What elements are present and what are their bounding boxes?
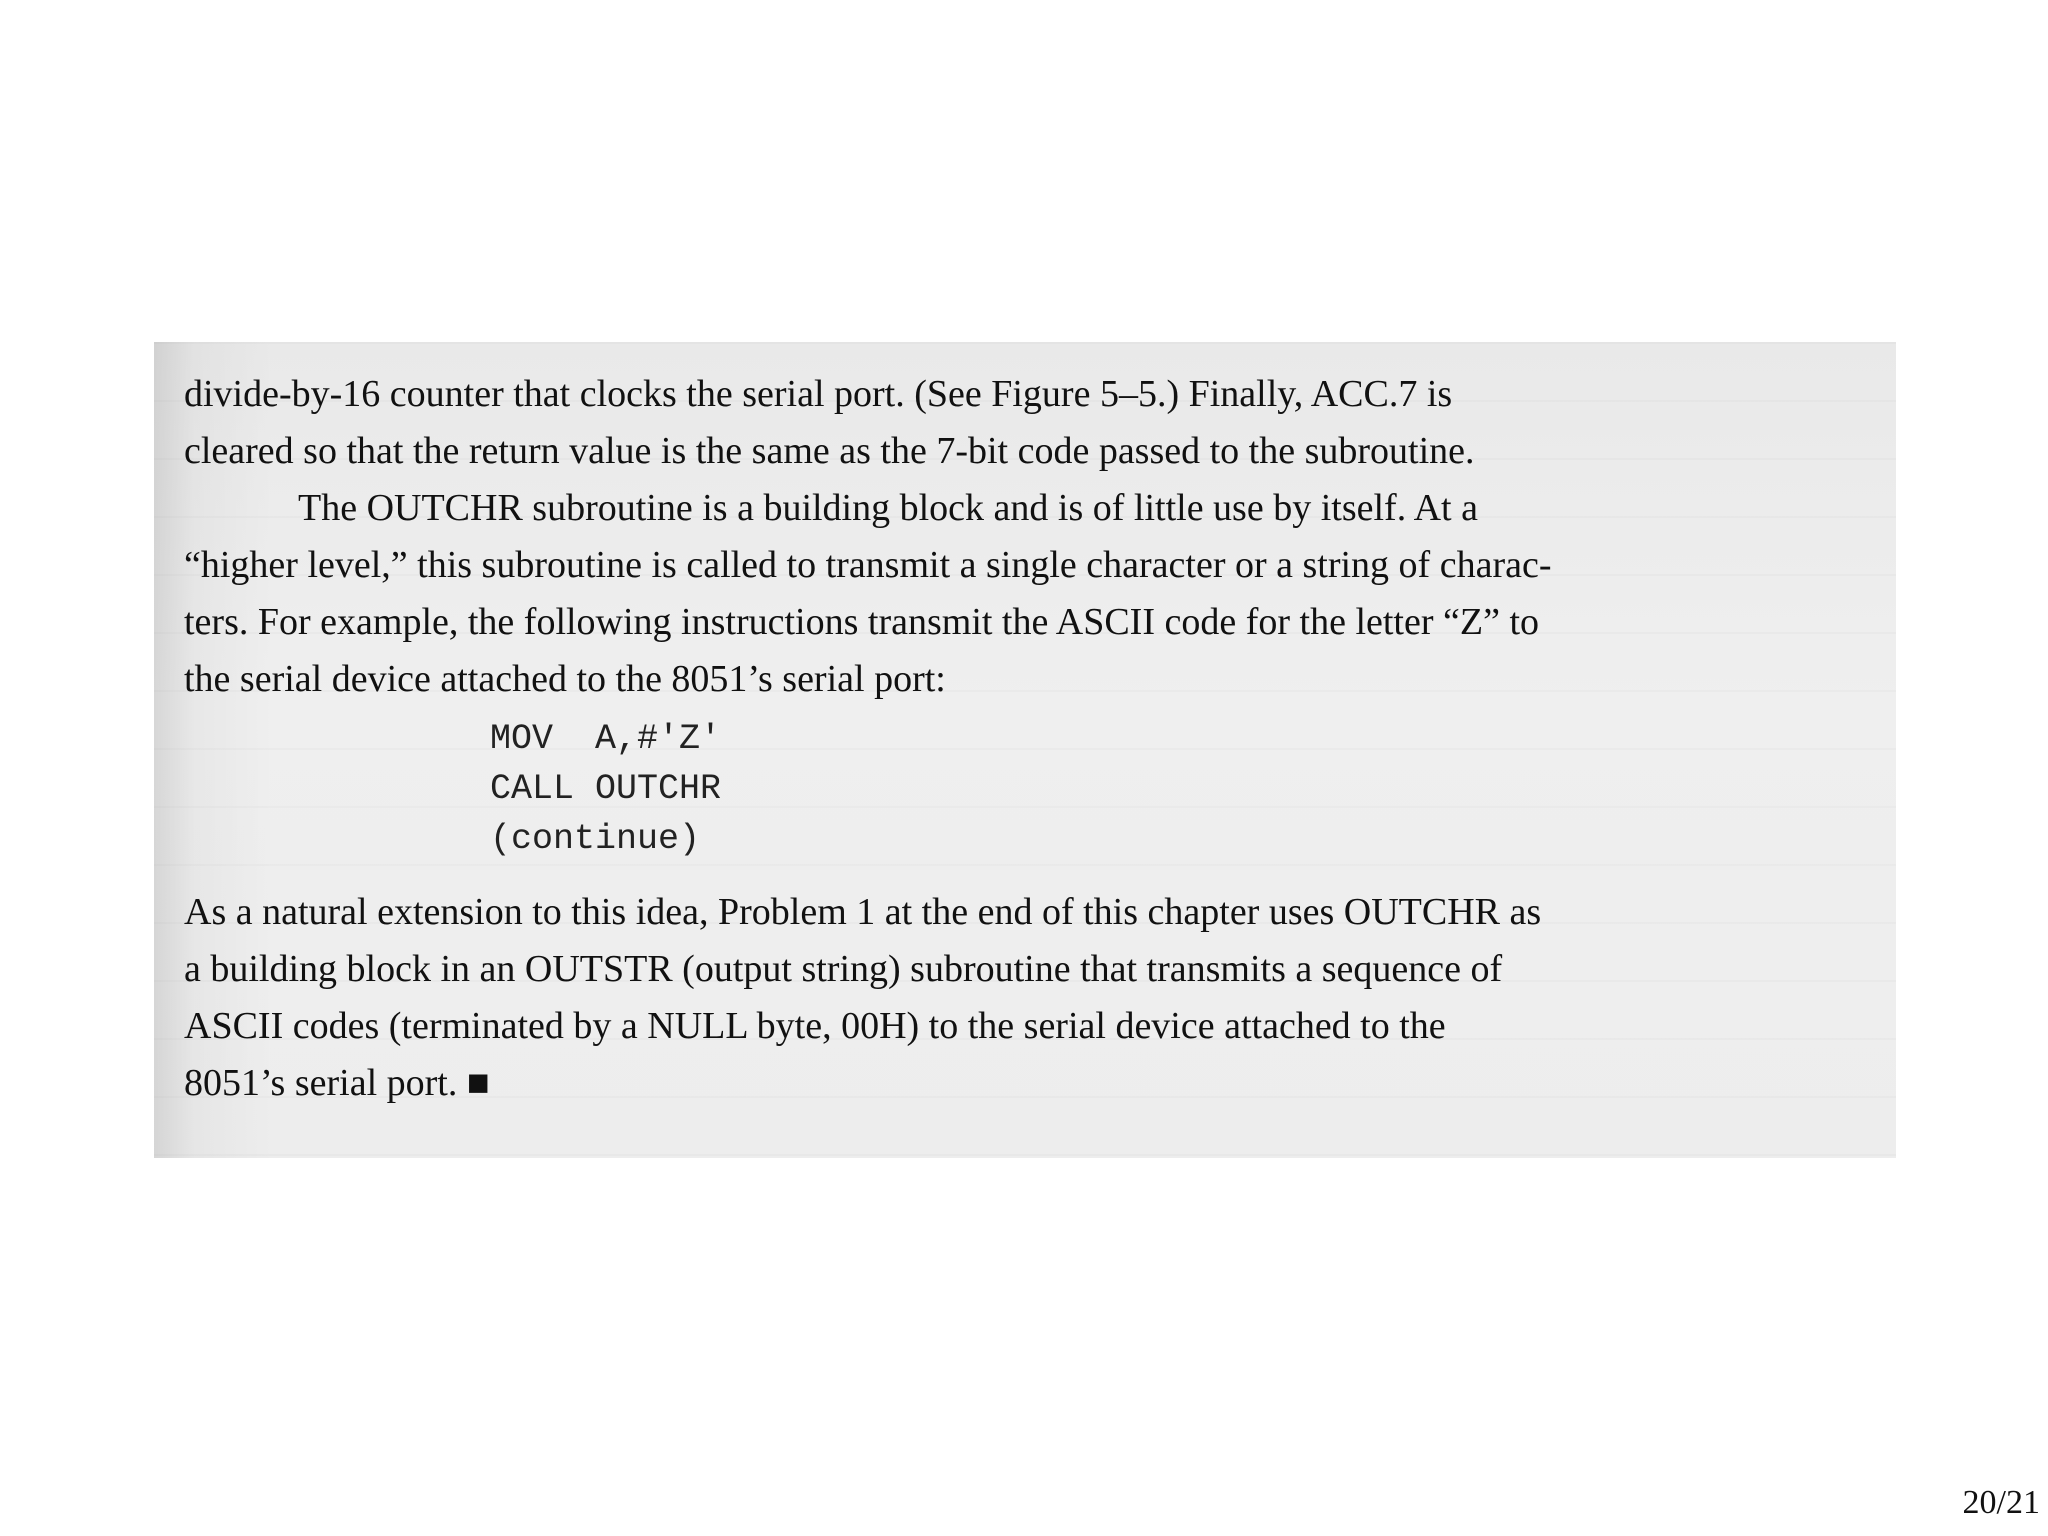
paragraph-1-line-2: cleared so that the return value is the same as the 7-bit code passed to the subroutine. xyxy=(184,430,1475,472)
paragraph-2-line-4: the serial device attached to the 8051’s serial port: xyxy=(184,658,946,700)
scanned-page xyxy=(154,342,1896,1158)
code-line-3: (continue) xyxy=(490,819,701,859)
paragraph-3-line-1: As a natural extension to this idea, Problem 1 at the end of this chapter uses OUTCHR as xyxy=(184,891,1542,933)
page-number: 20/21 xyxy=(1962,1484,2040,1521)
paragraph-2-line-3: ters. For example, the following instructions transmit the ASCII code for the letter “Z” to xyxy=(184,601,1540,643)
document-text xyxy=(184,366,1874,1112)
paragraph-3-line-4: 8051’s serial port. ■ xyxy=(184,1062,490,1104)
paragraph-2-line-2: “higher level,” this subroutine is called to transmit a single character or a string of charac- xyxy=(184,544,1552,586)
paragraph-3-line-3: ASCII codes (terminated by a NULL byte, 00H) to the serial device attached to the xyxy=(184,1005,1446,1047)
paragraph-2-line-1: The OUTCHR subroutine is a building block and is of little use by itself. At a xyxy=(298,487,1478,529)
paragraph-gap xyxy=(184,864,1874,884)
paragraph-1-line-1: divide-by-16 counter that clocks the serial port. (See Figure 5–5.) Finally, ACC.7 is xyxy=(184,373,1453,415)
code-line-2: CALL OUTCHR xyxy=(490,769,722,809)
code-block xyxy=(490,714,1874,864)
paragraph-3-line-2: a building block in an OUTSTR (output string) subroutine that transmits a sequence of xyxy=(184,948,1503,990)
code-line-1: MOV A,#'Z' xyxy=(490,719,722,759)
